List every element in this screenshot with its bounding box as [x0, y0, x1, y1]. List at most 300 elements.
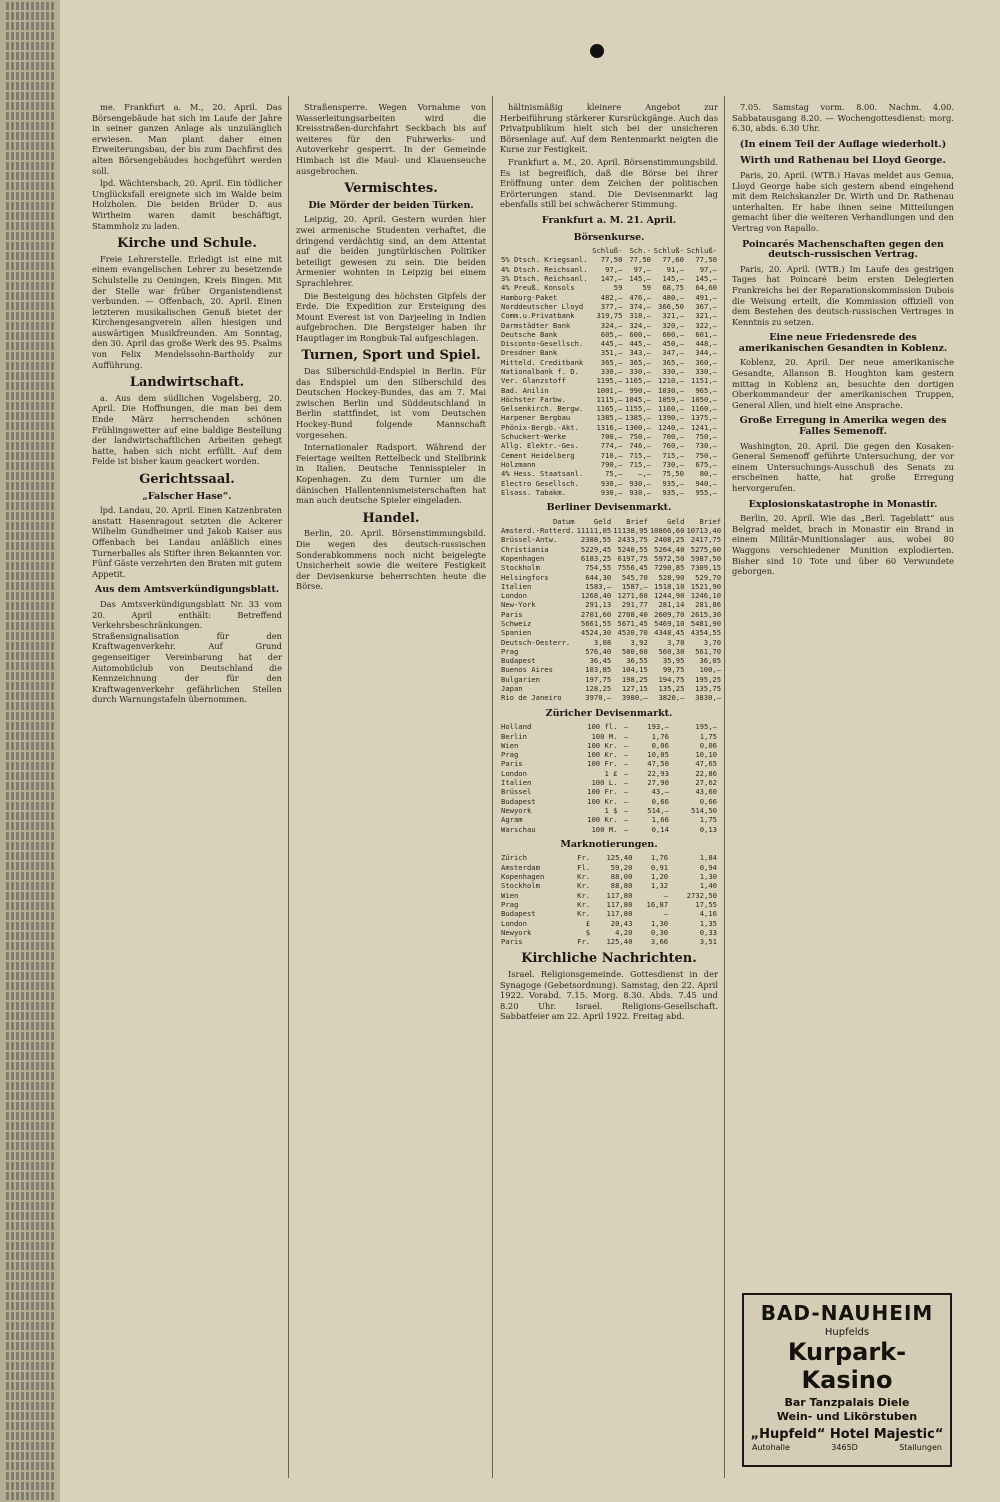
table-cell: 0,06	[699, 740, 717, 750]
table-cell: 750,—	[629, 432, 651, 442]
article-text: 7.05. Samstag vorm. 8.00. Nachm. 4.00. Sabbatausgang 8.20. — Wochengottesdienst: morg. 6.30, abds. 6.30 Uhr.	[732, 102, 954, 134]
edge-text-line	[6, 612, 56, 620]
table-cell: 1,66	[651, 815, 669, 825]
table-row	[500, 610, 722, 619]
table-cell: 4530,70	[617, 628, 648, 638]
table-cell: 1030,—	[658, 385, 684, 395]
table-row	[500, 573, 722, 582]
table-cell: 4% Preuß. Konsols	[501, 283, 575, 293]
table-cell: Elsass. Tabakm.	[501, 487, 566, 497]
table-cell: 0,33	[699, 927, 717, 937]
table-cell: —	[623, 722, 629, 732]
edge-text-line	[6, 972, 56, 980]
table-cell: 1160,—	[691, 404, 717, 414]
table-cell: 197,75	[585, 674, 612, 684]
table-cell: Prag	[501, 646, 519, 656]
table-cell: 644,30	[585, 572, 612, 582]
edge-text-line	[6, 1022, 56, 1030]
edge-text-line	[6, 472, 56, 480]
edge-text-line	[6, 852, 56, 860]
table-cell: 16,87	[646, 899, 669, 909]
table-header-cell	[500, 246, 590, 255]
ad-amenities: Bar Tanzpalais Diele	[784, 1396, 910, 1409]
table-cell: 4% Dtsch. Reichsanl.	[501, 264, 588, 274]
table-cell: 1,76	[650, 853, 669, 863]
table-cell: 10,05	[647, 750, 669, 760]
table-title: Frankfurt a. M. 21. April.	[541, 214, 677, 226]
table-cell: 1045,—	[625, 394, 651, 404]
table-cell: 1300,—	[625, 422, 651, 432]
table-cell: —	[623, 815, 629, 825]
table-cell: 281,14	[658, 600, 685, 610]
edge-text-line	[6, 622, 56, 630]
table-row	[500, 750, 718, 759]
table-cell: 2433,75	[617, 535, 648, 545]
table-cell: Italien	[501, 581, 532, 591]
edge-text-line	[6, 552, 56, 560]
table-cell: —	[623, 796, 629, 806]
edge-text-line	[6, 1192, 56, 1200]
article-text: Leipzig, 20. April. Gestern wurden hier zwei armenische Studenten verhaftet, die dringend verdächtig sind, an dem Attentat auf die beiden jungtürkischen Politiker beteiligt gewesen zu sein. Die beiden Armenier wohnten in Leipzig bei einem Sprachlehrer.	[296, 214, 486, 288]
table-row	[500, 937, 718, 946]
table-cell: 195,—	[695, 722, 717, 732]
table-cell: 97,—	[605, 264, 623, 274]
edge-text-line	[6, 172, 56, 180]
table-cell: 324,—	[629, 320, 651, 330]
column-4	[732, 102, 954, 1282]
table-cell: —	[623, 750, 629, 760]
table-cell: 2388,55	[580, 535, 612, 545]
table-cell: 528,90	[658, 572, 685, 582]
table-cell: 343,—	[629, 348, 651, 358]
table-header-cell: Brief	[699, 516, 722, 526]
ad-footer-left: Autohalle	[752, 1443, 790, 1452]
table-cell: 193,—	[647, 722, 669, 732]
table-cell: 100 L.	[591, 778, 618, 788]
table-cell: 59	[642, 283, 651, 293]
table-cell: 445,—	[629, 339, 651, 349]
table-cell: 367,—	[695, 301, 717, 311]
edge-text-line	[6, 502, 56, 510]
edge-text-line	[6, 22, 56, 30]
table-cell: Kopenhagen	[501, 872, 545, 882]
table-row	[500, 367, 718, 376]
table-row	[500, 545, 722, 554]
table-cell: 930,—	[600, 478, 623, 488]
table-row	[500, 787, 718, 796]
table-cell: 5987,50	[690, 553, 722, 563]
table-cell: Holzmann	[501, 459, 536, 469]
table-cell: 2417,75	[690, 535, 722, 545]
edge-text-line	[6, 152, 56, 160]
section-heading: Handel.	[362, 510, 420, 526]
table-cell: 100 Kr.	[587, 815, 618, 825]
table-cell: —	[623, 778, 629, 788]
table-cell: 330,—	[695, 366, 717, 376]
table-cell: 1059,—	[658, 394, 684, 404]
table-cell: Schweiz	[501, 619, 532, 628]
table-row	[500, 321, 718, 330]
table-cell: Christiania	[501, 544, 549, 554]
table-cell: 5240,55	[617, 544, 648, 554]
table-cell: Ver. Glanzstoff	[501, 376, 566, 386]
table-cell: 1375,—	[691, 413, 717, 423]
table-cell: —	[623, 787, 629, 797]
table-cell: Schuckert-Werke	[501, 432, 566, 442]
article-text: Washington, 20. April. Die gegen den Kosaken-General Semenoff geführte Untersuchung, der vor einem Untersuchungs-Ausschuß des Senats zu erscheinen hatte, hat große Erregung hervorgerufen.	[732, 440, 954, 493]
edge-text-line	[6, 722, 56, 730]
table-cell: 935,—	[662, 478, 684, 488]
table-cell: 366,50	[658, 301, 684, 311]
table-cell: 2615,30	[690, 609, 722, 619]
table-cell: 100 fl.	[587, 722, 618, 732]
edge-text-line	[6, 1352, 56, 1360]
table-cell: 1,84	[699, 853, 717, 863]
table-cell: 5229,45	[580, 544, 612, 554]
edge-text-line	[6, 692, 56, 700]
ad-town: BAD-NAUHEIM	[760, 1301, 934, 1325]
table-cell: 43,—	[651, 787, 669, 797]
table-row	[500, 759, 718, 768]
table-row	[500, 693, 722, 702]
table-cell: Berlin	[501, 731, 527, 741]
table-cell: Zürich	[501, 853, 527, 863]
edge-text-line	[6, 332, 56, 340]
table-title: Züricher Devisenmarkt.	[545, 707, 673, 719]
table-cell: Harpener Bergbau	[501, 413, 571, 423]
edge-text-line	[6, 492, 56, 500]
table-cell: 3,51	[699, 937, 717, 947]
edge-text-line	[6, 732, 56, 740]
table-row	[500, 563, 722, 572]
edge-text-line	[6, 1092, 56, 1100]
berlin-currency-table	[500, 517, 722, 703]
table-cell: 1151,—	[691, 376, 717, 386]
table-cell: 1165,—	[596, 404, 623, 414]
table-cell: —	[623, 740, 629, 750]
edge-text-line	[6, 1082, 56, 1090]
table-cell: Nationalbank f. D.	[501, 366, 579, 376]
table-cell: 100 Kr.	[587, 740, 618, 750]
table-cell: Kr.	[577, 881, 591, 891]
edge-text-line	[6, 832, 56, 840]
table-cell: Rio de Janeiro	[501, 693, 562, 703]
table-cell: Fr.	[577, 937, 591, 947]
edge-text-line	[6, 1252, 56, 1260]
edge-text-line	[6, 1452, 56, 1460]
table-cell: 97,—	[699, 264, 717, 274]
table-cell: 10713,40	[686, 526, 722, 536]
table-cell: 1316,—	[596, 422, 623, 432]
table-cell: —	[623, 731, 629, 741]
table-cell: Hamburg-Paket	[501, 292, 558, 302]
table-cell: 935,—	[662, 487, 684, 497]
table-cell: $	[585, 927, 591, 937]
stock-quotes-table	[500, 246, 718, 497]
table-cell: 43,60	[695, 787, 717, 797]
table-cell: 1,76	[651, 731, 669, 741]
edge-text-line	[6, 102, 56, 110]
table-row	[500, 535, 722, 544]
edge-text-line	[6, 1282, 56, 1290]
article-text: Israel. Religionsgemeinde. Gottesdienst in der Synagoge (Gebetsordnung). Samstag, den 22. April 1922. Vorabd. 7.15. Morg. 8.30. Abds. 7.45 und 8.20 Uhr. Israel. Religions-Gesellschaft. Sabbatfeier am 22. April 1922. Freitag abd.	[500, 968, 718, 1022]
table-cell: Prag	[501, 899, 519, 909]
table-cell: Brüssel-Antw.	[501, 535, 558, 545]
article-text: Berlin, 20. April. Wie das „Berl. Tageblatt“ aus Belgrad meldet, brach in Monastir ein Brand in einem Militär-Munitionslager aus, wobei 80 Waggons verschiedener Munition explodierten. Bisher sind 10 Tote und über 60 Verwundete geborgen.	[732, 513, 954, 577]
column-3	[500, 102, 722, 1502]
table-cell: 1385,—	[596, 413, 623, 423]
table-cell: 97,—	[633, 264, 651, 274]
table-cell: 195,25	[695, 674, 722, 684]
table-cell: 145,—	[695, 274, 717, 284]
table-cell: 36,45	[589, 656, 612, 666]
table-cell: 0,14	[651, 824, 669, 834]
edge-text-line	[6, 462, 56, 470]
edge-text-line	[6, 882, 56, 890]
table-cell: 605,—	[600, 329, 623, 339]
table-cell: 1 £	[604, 768, 618, 778]
table-cell: Wien	[501, 740, 519, 750]
edge-text-line	[6, 372, 56, 380]
table-row	[500, 806, 718, 815]
table-row	[500, 863, 718, 872]
edge-text-line	[6, 202, 56, 210]
table-cell: 91,—	[666, 264, 684, 274]
edge-text-line	[6, 32, 56, 40]
table-cell: Paris	[501, 759, 523, 769]
table-cell: 1268,40	[580, 591, 612, 601]
table-cell: 103,85	[585, 665, 612, 675]
edge-text-line	[6, 362, 56, 370]
edge-text-line	[6, 122, 56, 130]
edge-text-line	[6, 142, 56, 150]
table-cell: 5671,45	[617, 619, 648, 628]
table-cell: —	[623, 805, 629, 815]
table-cell: 1,30	[699, 872, 717, 882]
table-row	[500, 265, 718, 274]
table-cell: 700,—	[662, 432, 684, 442]
table-row	[500, 293, 718, 302]
table-cell: 11111,05	[576, 526, 612, 536]
table-row	[500, 881, 718, 890]
table-cell: 0,13	[699, 824, 717, 834]
edition-note: (In einem Teil der Auflage wiederholt.)	[739, 138, 947, 150]
edge-text-line	[6, 772, 56, 780]
table-row	[500, 423, 718, 432]
table-cell: 1,32	[650, 881, 669, 891]
table-row	[500, 432, 718, 441]
table-row	[500, 376, 718, 385]
edge-text-line	[6, 922, 56, 930]
ad-footer-code: 3465D	[831, 1443, 858, 1452]
table-cell: 600,—	[629, 329, 651, 339]
article-text: Paris, 20. April. (WTB.) Im Laufe des gestrigen Tages hat Poincaré beim ersten Delegierten Frankreichs bei der Reparationskommission Dubois die Weisung erteilt, die Kommission offiziell von dem Bestehen des deutsch-russischen Vertrages in Kenntnis zu setzen.	[732, 263, 954, 327]
edge-text-line	[6, 522, 56, 530]
table-cell: 100 Fr.	[587, 787, 618, 797]
mark-quotes-table	[500, 853, 718, 946]
table-cell: 1385,—	[625, 413, 651, 423]
edge-text-line	[6, 632, 56, 640]
table-cell: Budapest	[501, 909, 536, 919]
table-cell: Japan	[501, 684, 523, 694]
edge-text-line	[6, 252, 56, 260]
table-cell: Kr.	[577, 899, 591, 909]
article-text: Die Besteigung des höchsten Gipfels der Erde. Die Expedition zur Ersteigung des Mount Everest ist von Darjeeling in Indien aufgebrochen. Die Bergsteiger haben ihr Hauptlager im Rongbuk-Tal aufgeschlagen.	[296, 290, 486, 343]
table-cell: Helsingfors	[501, 572, 549, 582]
edge-text-line	[6, 1322, 56, 1330]
table-cell: —,—	[638, 469, 651, 479]
edge-text-line	[6, 1142, 56, 1150]
edge-text-line	[6, 1012, 56, 1020]
edge-text-line	[6, 992, 56, 1000]
table-cell: 291,13	[585, 600, 612, 610]
edge-text-line	[6, 642, 56, 650]
table-cell: 1521,90	[690, 581, 722, 591]
table-row	[500, 488, 718, 497]
table-cell: 88,80	[610, 881, 633, 891]
table-cell: £	[585, 918, 591, 928]
edge-text-line	[6, 512, 56, 520]
section-heading: Landwirtschaft.	[129, 375, 245, 391]
table-cell: 730,—	[695, 441, 717, 451]
table-row	[500, 554, 722, 563]
edge-text-line	[6, 232, 56, 240]
table-cell: 700,—	[600, 432, 623, 442]
table-cell: 1246,10	[690, 591, 722, 601]
table-cell: 4% Hess. Staatsanl.	[501, 469, 584, 479]
table-cell: 117,80	[606, 909, 633, 919]
section-heading: Kirche und Schule.	[117, 236, 257, 252]
table-cell: —	[663, 909, 669, 919]
article-text: lpd. Wächtersbach, 20. April. Ein tödlicher Unglücksfall ereignete sich im Walde beim Holzholen. Die beiden Brüder D. aus Wirtheim waren damit beschäftigt, Stammholz zu laden.	[92, 178, 282, 231]
table-cell: Norddeutscher Lloyd	[501, 301, 584, 311]
table-cell: 5661,55	[580, 619, 612, 628]
table-cell: 117,80	[606, 890, 633, 900]
table-row	[500, 469, 718, 478]
table-cell: 2609,70	[654, 609, 685, 619]
table-cell: 75,—	[605, 469, 623, 479]
ad-venue: Kurpark-Kasino	[787, 1338, 907, 1394]
table-cell: 4354,55	[690, 628, 722, 638]
edge-text-line	[6, 942, 56, 950]
table-cell: 1160,—	[658, 404, 684, 414]
table-cell: 580,60	[621, 646, 648, 656]
table-cell: 10866,60	[649, 526, 685, 536]
advertisement-box	[742, 1293, 952, 1467]
table-cell: 955,—	[695, 487, 717, 497]
table-cell: 80,—	[699, 469, 717, 479]
edge-text-line	[6, 242, 56, 250]
table-header-cell: Brief	[626, 516, 648, 526]
table-cell: 0,06	[651, 740, 669, 750]
edge-text-line	[6, 82, 56, 90]
edge-text-line	[6, 1302, 56, 1310]
table-row	[500, 656, 722, 665]
edge-text-line	[6, 842, 56, 850]
edge-text-line	[6, 902, 56, 910]
article-text: Paris, 20. April. (WTB.) Havas meldet aus Genua, Lloyd George habe sich gestern abend eingehend mit dem Reichskanzler Dr. Wirth und Dr. Rathenau unterhalten. Er habe ihnen seine Mitteilungen gemacht über die weiteren Verhandlungen und den Vertrag von Rapallo.	[732, 169, 954, 233]
edge-text-line	[6, 1272, 56, 1280]
table-cell: Darmstädter Bank	[501, 320, 571, 330]
edge-text-line	[6, 72, 56, 80]
table-cell: 194,75	[658, 674, 685, 684]
table-cell: 448,—	[695, 339, 717, 349]
table-cell: 482,—	[600, 292, 623, 302]
table-cell: 320,—	[662, 320, 684, 330]
article-subheading: „Falscher Hase“.	[142, 490, 232, 502]
edge-text-line	[6, 192, 56, 200]
edge-text-line	[6, 352, 56, 360]
table-cell: Bad. Anilin	[501, 385, 549, 395]
table-row	[500, 675, 722, 684]
article-text: Das Silberschild-Endspiel in Berlin. Für das Endspiel um den Silberschild des Deutschen Hockey-Bundes, das am 7. Mai zwischen Berlin und Süddeutschland in Berlin stattfindet, ist vom Deutschen Hockey-Bund folgende Mannschaft vorgesehen.	[296, 366, 486, 440]
table-cell: 128,25	[585, 684, 612, 694]
article-text: Berlin, 20. April. Börsenstimmungsbild. Die wegen des deutsch-russischen Sonderabkommens noch nicht beigelegte Unsicherheit sowie die weitere Festigkeit der Devisenkurse beherrschten heute die Börse.	[296, 528, 486, 592]
table-cell: 125,40	[606, 937, 633, 947]
edge-text-line	[6, 112, 56, 120]
table-row	[500, 600, 722, 609]
column-rule	[288, 96, 289, 1478]
table-row	[500, 358, 718, 367]
edge-text-line	[6, 162, 56, 170]
table-row	[500, 619, 722, 628]
table-header-row	[500, 517, 722, 526]
table-cell: 710,—	[600, 450, 623, 460]
article-text: Straßensperre. Wegen Vornahme von Wasserleitungsarbeiten wird die Kreisstraßen-durchfahrt Seckbach bis auf weiteres für den Fuhrwerks- und Autoverkehr gesperrt. In der Gemeinde Himbach ist die Maul- und Klauenseuche ausgebrochen.	[296, 102, 486, 176]
edge-text-line	[6, 2, 56, 10]
table-cell: Bulgarien	[501, 674, 540, 684]
table-cell: London	[501, 591, 527, 601]
table-cell: 1241,—	[691, 422, 717, 432]
edge-text-line	[6, 542, 56, 550]
column-rule	[724, 96, 725, 1478]
table-cell: 344,—	[695, 348, 717, 358]
edge-text-line	[6, 672, 56, 680]
table-cell: 0,66	[651, 796, 669, 806]
edge-text-line	[6, 652, 56, 660]
edge-text-line	[6, 1292, 56, 1300]
edge-text-line	[6, 712, 56, 720]
article-text: Internationaler Radsport. Während der Feiertage weilten Rettelbeck und Stellbrink in Italien. Deutsche Tennisspieler in Kopenhagen. Zu dem Turnier um die dänischen Hallentennismeisterschaften hat man auch deutsche Spieler eingeladen.	[296, 442, 486, 506]
punch-hole	[590, 44, 604, 58]
table-cell: 1,75	[699, 731, 717, 741]
table-header-cell: Sch.-	[629, 246, 651, 256]
table-row	[500, 769, 718, 778]
table-cell: 3,66	[650, 937, 669, 947]
edge-text-line	[6, 1062, 56, 1070]
table-cell: —	[623, 824, 629, 834]
table-cell: 360,—	[695, 357, 717, 367]
table-cell: 330,—	[662, 366, 684, 376]
table-cell: 135,25	[658, 684, 685, 694]
article-text: hältnismäßig kleinere Angebot zur Herbeiführung stärkerer Kursrückgänge. Auch das Privatpublikum hielt sich bei der unsicheren Börsenlage auf. Auf dem Rentenmarkt neigten die Kurse zur Festigkeit.	[500, 102, 718, 155]
table-cell: Prag	[501, 750, 519, 760]
table-cell: Buenos Aires	[501, 665, 553, 675]
table-cell: 3980,—	[621, 693, 648, 703]
table-cell: 5275,60	[690, 544, 722, 554]
table-cell: 100 Fr.	[587, 759, 618, 769]
table-cell: 450,—	[662, 339, 684, 349]
edge-text-line	[6, 862, 56, 870]
table-cell: 1271,60	[617, 591, 648, 601]
table-row	[500, 919, 718, 928]
table-cell: 1,30	[650, 918, 669, 928]
table-cell: —	[623, 768, 629, 778]
edge-text-line	[6, 592, 56, 600]
edge-text-line	[6, 342, 56, 350]
table-cell: 2708,40	[617, 609, 648, 619]
edge-text-line	[6, 932, 56, 940]
